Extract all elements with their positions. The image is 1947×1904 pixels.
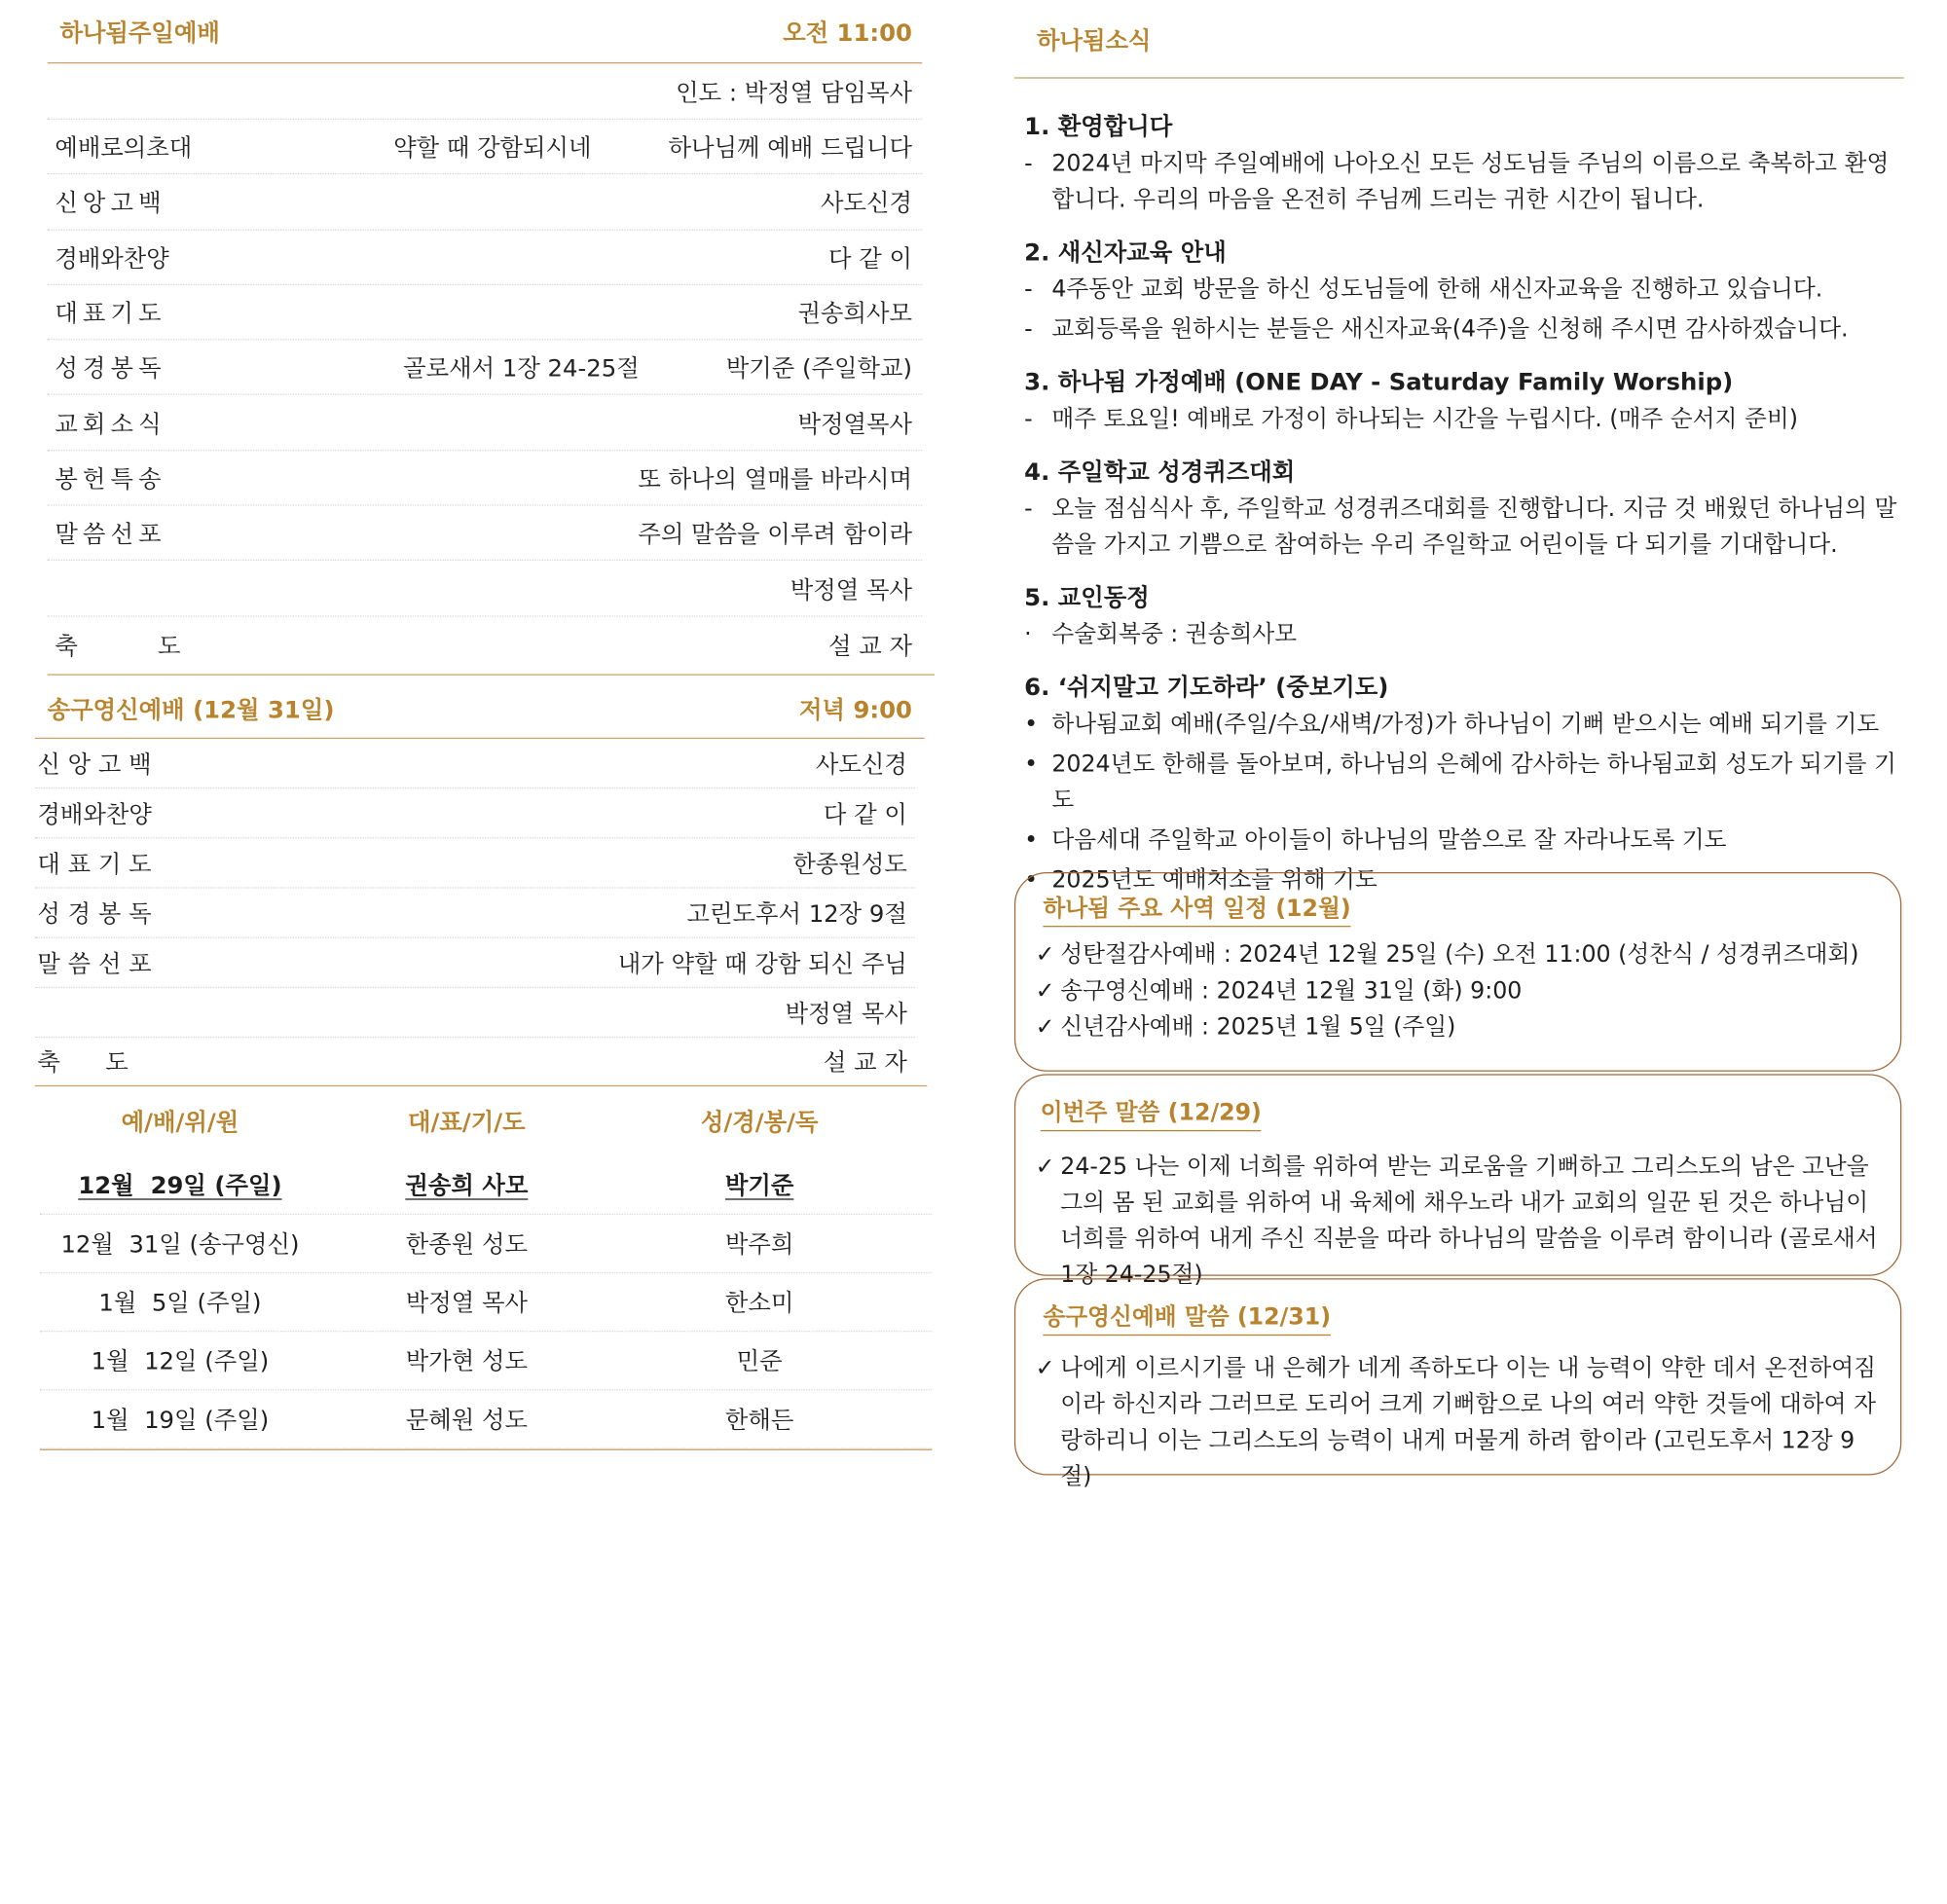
order-item-label: 성 경 봉 독	[37, 900, 152, 929]
order-item-person: 박기준 (주일학교)	[725, 355, 912, 384]
order-item-label: 봉헌특송	[55, 465, 166, 494]
order-row	[35, 988, 915, 1038]
weekly-word-box	[1014, 1074, 1901, 1289]
schedule-box	[1014, 872, 1901, 1072]
order-row	[48, 285, 923, 341]
check-icon: ✓	[1035, 1013, 1055, 1041]
news-item-line	[1024, 272, 1899, 308]
order-item-person: 한종원성도	[792, 850, 907, 878]
roster-list	[40, 1155, 932, 1448]
roster-row	[40, 1273, 932, 1332]
order-item-person: 고린도후서 12장 9절	[686, 900, 907, 929]
dot-bullet-icon: ·	[1024, 621, 1032, 648]
news-item-text: 2024년도 한해를 돌아보며, 하나님의 은혜에 감사하는 하나됨교회 성도가 되기를 기도	[1051, 751, 1896, 814]
news-item-line	[1024, 747, 1899, 819]
roster-row	[40, 1390, 932, 1448]
news-header	[1011, 0, 1909, 77]
roster-prayer: 한종원 성도	[405, 1230, 528, 1260]
schedule-list	[1015, 927, 1900, 1045]
news-item-line	[1024, 823, 1899, 859]
sunday-order-list	[48, 120, 923, 674]
order-item-label: 교회소식	[55, 410, 166, 439]
year-end-service-header	[35, 679, 935, 737]
roster-prayer: 박정열 목사	[405, 1290, 528, 1318]
right-column	[1011, 0, 1909, 1490]
order-row	[35, 888, 915, 937]
news-item-text: 수술회복중 : 권송희사모	[1051, 621, 1298, 648]
schedule-item	[1036, 937, 1889, 973]
left-column	[35, 0, 935, 1450]
news-item-text: 하나됨교회 예배(주일/수요/새벽/가정)가 하나님이 기뻐 받으시는 예배 되기를 기도	[1051, 711, 1880, 738]
sunday-service-time: 오전 11:00	[783, 18, 912, 47]
roster-header-prayer: 대/표/기/도	[408, 1109, 526, 1137]
order-item-person: 권송희사모	[797, 300, 912, 328]
order-item-detail: 약할 때 강함되시네	[393, 134, 592, 163]
news-item-title: 4. 주일학교 성경퀴즈대회	[1024, 458, 1296, 487]
duty-roster	[35, 1086, 933, 1450]
order-item-label: 경배와찬양	[55, 244, 169, 273]
roster-date: 1월 12일 (주일)	[91, 1348, 270, 1376]
order-item-person: 주의 말씀을 이루려 함이라	[638, 521, 912, 549]
order-row	[48, 561, 923, 616]
news-item-line	[1024, 146, 1899, 218]
roster-header-row	[40, 1086, 932, 1156]
check-icon: ✓	[1035, 977, 1055, 1005]
check-icon: ✓	[1035, 941, 1055, 969]
order-item-person: 박정열목사	[797, 410, 912, 439]
order-item-person: 사도신경	[820, 190, 912, 218]
dash-bullet-icon: -	[1024, 406, 1033, 433]
order-row	[48, 451, 923, 506]
news-item-text: 4주동안 교회 방문을 하신 성도님들에 한해 새신자교육을 진행하고 있습니다.	[1051, 276, 1823, 304]
schedule-item-text: 성탄절감사예배 : 2024년 12월 25일 (수) 오전 11:00 (성찬식 / 성경퀴즈대회)	[1060, 941, 1859, 969]
order-row	[35, 788, 915, 838]
news-item-text: 오늘 점심식사 후, 주일학교 성경퀴즈대회를 진행합니다. 지금 것 배웠던 하나님의 말씀을 가지고 기쁨으로 참여하는 우리 주일학교 어린이들 다 되기를 기대합니다.	[1051, 495, 1897, 559]
order-item-label: 대 표 기 도	[37, 850, 152, 878]
roster-date: 1월 5일 (주일)	[98, 1290, 262, 1318]
sunday-service-section	[35, 0, 935, 674]
schedule-item	[1036, 1009, 1889, 1045]
check-icon: ✓	[1035, 1153, 1055, 1181]
order-item-person: 다 같 이	[823, 800, 907, 828]
sunday-bottom-rule	[48, 674, 935, 675]
sunday-leader-row	[48, 63, 923, 120]
order-row	[48, 230, 923, 285]
news-item-text: 매주 토요일! 예배로 가정이 하나되는 시간을 누립시다. (매주 순서지 준비)	[1051, 406, 1798, 433]
order-item-label: 축 도	[37, 1048, 129, 1078]
sunday-service-title: 하나됨주일예배	[59, 18, 220, 47]
order-item-person: 사도신경	[815, 751, 907, 779]
order-row	[35, 838, 915, 888]
dash-bullet-icon: -	[1024, 316, 1033, 343]
dot-bullet-icon: •	[1024, 751, 1039, 778]
news-item-title: 5. 교인동정	[1024, 584, 1150, 612]
order-row	[35, 739, 915, 788]
news-item-title: 3. 하나됨 가정예배 (ONE DAY - Saturday Family Worship)	[1024, 368, 1734, 397]
order-item-person: 설 교 자	[823, 1048, 907, 1078]
year-end-word-text: 나에게 이르시기를 내 은혜가 네게 족하도다 이는 내 능력이 약한 데서 온전하여짐이라 하신지라 그러므로 도리어 크게 기뻐함으로 나의 여러 약한 것들에 대하여 자랑하리니 이는 그리스도의 능력이 내게 머물게 하려 함이라 (고린도후서 12장 9절)	[1060, 1355, 1876, 1490]
roster-prayer: 문혜원 성도	[405, 1407, 528, 1435]
news-item-title: 2. 새신자교육 안내	[1024, 238, 1227, 267]
order-row	[35, 1038, 915, 1085]
order-row	[48, 506, 923, 562]
roster-bottom-rule	[40, 1448, 932, 1449]
year-end-word-title: 송구영신예배 말씀 (12/31)	[1043, 1300, 1331, 1336]
news-title: 하나됨소식	[1036, 26, 1152, 55]
order-item-label: 축 도	[55, 633, 186, 661]
news-item-title: 6. ‘쉬지말고 기도하라’ (중보기도)	[1024, 674, 1389, 702]
news-item-text: 2025년도 예배처소를 위해 기도	[1051, 866, 1378, 894]
order-item-detail: 골로새서 1장 24-25절	[403, 355, 640, 384]
order-item-person: 박정열 목사	[785, 1000, 907, 1028]
order-item-label: 성경봉독	[55, 355, 166, 384]
roster-reader: 민준	[736, 1348, 783, 1376]
roster-row	[40, 1332, 932, 1390]
roster-date: 12월 31일 (송구영신)	[60, 1230, 300, 1260]
roster-reader: 한해든	[724, 1407, 794, 1435]
dash-bullet-icon: -	[1024, 276, 1033, 304]
roster-prayer: 박가현 성도	[405, 1348, 528, 1376]
news-item-text: 다음세대 주일학교 아이들이 하나님의 말씀으로 잘 자라나도록 기도	[1051, 826, 1727, 854]
year-end-order-list	[35, 739, 915, 1085]
roster-header-worship: 예/배/위/원	[121, 1109, 239, 1137]
dot-bullet-icon: •	[1024, 866, 1039, 894]
weekly-word-text: 24-25 나는 이제 너희를 위하여 받는 괴로움을 기뻐하고 그리스도의 남은 고난을 그의 몸 된 교회를 위하여 내 육체에 채우노라 내가 교회의 일꾼 된 것은 하나님이 너희를 위하여 내게 주신 직분을 따라 하나님의 말씀을 이루려 함이니라 (골로새서 1장 24-25절)	[1060, 1153, 1878, 1289]
order-item-label: 예배로의초대	[55, 134, 193, 163]
sunday-service-header	[48, 0, 923, 62]
year-end-word-line	[1015, 1336, 1900, 1495]
news-list	[1011, 79, 1909, 898]
year-end-word-box	[1014, 1278, 1901, 1490]
order-row	[48, 120, 923, 175]
roster-reader: 한소미	[724, 1290, 794, 1318]
schedule-box-title: 하나됨 주요 사역 일정 (12월)	[1043, 891, 1350, 927]
roster-reader: 박주희	[724, 1230, 794, 1260]
order-item-label: 말씀선포	[55, 521, 166, 549]
roster-date: 12월 29일 (주일)	[78, 1172, 282, 1200]
check-icon: ✓	[1035, 1355, 1055, 1382]
schedule-item-text: 송구영신예배 : 2024년 12월 31일 (화) 9:00	[1060, 977, 1523, 1005]
roster-row	[40, 1215, 932, 1273]
schedule-item-text: 신년감사예배 : 2025년 1월 5일 (주일)	[1060, 1013, 1456, 1041]
order-row	[48, 175, 923, 231]
order-item-person: 또 하나의 열매를 바라시며	[638, 465, 912, 494]
order-item-label: 경배와찬양	[37, 800, 152, 828]
order-item-person: 다 같 이	[828, 244, 912, 273]
order-item-label: 신앙고백	[55, 190, 166, 218]
order-item-label: 대표기도	[55, 300, 166, 328]
roster-prayer: 권송희 사모	[405, 1172, 529, 1200]
roster-header-reading: 성/경/봉/독	[700, 1109, 819, 1137]
order-item-person: 내가 약할 때 강함 되신 주님	[617, 950, 907, 978]
sunday-leader: 인도 : 박정열 담임목사	[676, 79, 912, 107]
news-item-title: 1. 환영합니다	[1024, 113, 1173, 141]
order-item-person: 박정열 목사	[790, 576, 912, 604]
order-row	[48, 616, 923, 674]
news-item-line	[1024, 311, 1899, 348]
news-item-line	[1024, 617, 1899, 653]
schedule-item	[1036, 973, 1889, 1009]
roster-date: 1월 19일 (주일)	[91, 1407, 270, 1435]
roster-reader: 박기준	[724, 1172, 794, 1200]
order-item-label: 신 앙 고 백	[37, 751, 152, 779]
dot-bullet-icon: •	[1024, 711, 1039, 738]
order-row	[48, 341, 923, 396]
news-item-line	[1024, 707, 1899, 743]
news-item-text: 교회등록을 원하시는 분들은 새신자교육(4주)을 신청해 주시면 감사하겠습니다.	[1051, 316, 1849, 343]
year-end-service-time: 저녁 9:00	[799, 696, 912, 724]
order-item-label: 말 씀 선 포	[37, 950, 152, 978]
year-end-service-section	[35, 679, 935, 1085]
news-item-line	[1024, 491, 1899, 563]
news-item-text: 2024년 마지막 주일예배에 나아오신 모든 성도님들 주님의 이름으로 축복하고 환영합니다. 우리의 마음을 온전히 주님께 드리는 귀한 시간이 됩니다.	[1051, 150, 1890, 213]
order-item-person: 하나님께 예배 드립니다	[668, 134, 912, 163]
order-row	[35, 937, 915, 987]
year-end-service-title: 송구영신예배 (12월 31일)	[47, 696, 335, 724]
dash-bullet-icon: -	[1024, 150, 1033, 177]
roster-row	[40, 1155, 932, 1214]
dot-bullet-icon: •	[1024, 826, 1039, 854]
order-item-person: 설 교 자	[828, 633, 912, 661]
weekly-word-line	[1015, 1131, 1900, 1293]
weekly-word-title: 이번주 말씀 (12/29)	[1041, 1095, 1262, 1131]
order-row	[48, 395, 923, 451]
dash-bullet-icon: -	[1024, 495, 1033, 523]
news-item-line	[1024, 401, 1899, 437]
